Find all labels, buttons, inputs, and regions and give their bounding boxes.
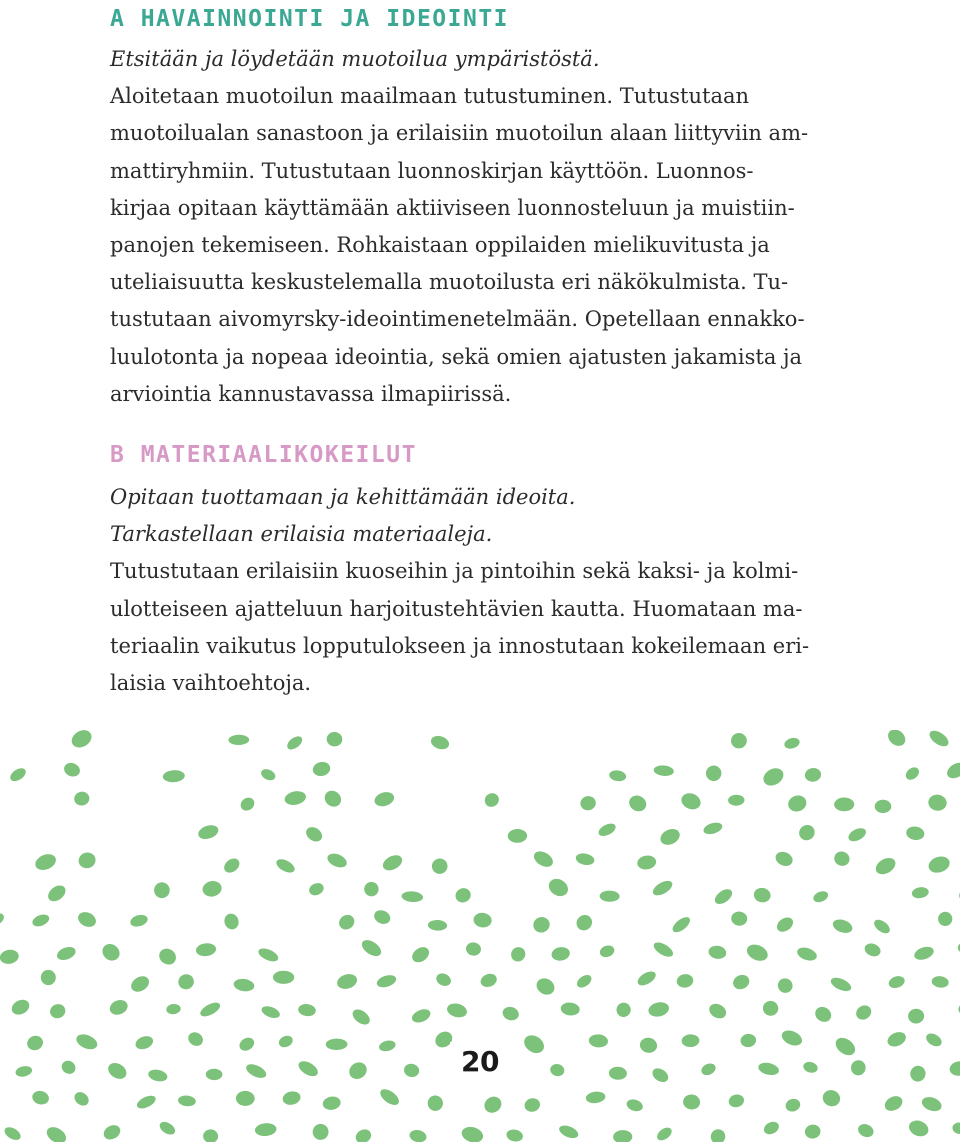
section-a-body-line: uteliaisuutta keskustelemalla muotoilusta eri näkökulmista. Tu-	[110, 270, 789, 295]
green-brush-dot	[863, 941, 883, 959]
green-brush-dot	[846, 826, 868, 844]
green-brush-dot	[708, 1127, 728, 1142]
section-a-heading: A HAVAINNOINTI JA IDEOINTI	[110, 6, 510, 32]
green-brush-dot	[613, 1130, 633, 1142]
green-brush-dot	[744, 942, 770, 964]
green-brush-dot	[76, 909, 99, 930]
green-brush-dot	[481, 1093, 504, 1115]
section-a-body-line: arviointia kannustavassa ilmapiirissä.	[110, 381, 512, 406]
green-brush-dot	[206, 1068, 223, 1080]
green-brush-dot	[2, 1125, 22, 1142]
green-brush-dot	[757, 1061, 780, 1077]
green-brush-dot	[176, 972, 196, 991]
section-b-body-line: ulotteiseen ajatteluun harjoitustehtävien kautta. Huomataan ma-	[110, 596, 803, 621]
green-brush-dot	[335, 972, 359, 992]
green-brush-dot	[430, 857, 449, 876]
green-brush-dot	[853, 1003, 874, 1023]
green-brush-dot	[408, 1128, 427, 1142]
green-brush-dot	[221, 856, 242, 876]
green-brush-dot	[681, 1034, 699, 1047]
green-brush-dot	[311, 760, 331, 778]
green-brush-dot	[773, 849, 794, 868]
green-brush-dot	[326, 731, 343, 747]
green-brush-dot	[927, 730, 951, 749]
green-brush-dot	[307, 881, 325, 898]
green-brush-dot	[872, 917, 893, 936]
green-brush-dot	[907, 1118, 931, 1139]
green-brush-dot	[403, 1062, 421, 1078]
green-brush-dot	[625, 1097, 644, 1113]
green-brush-dot	[575, 852, 596, 867]
green-brush-dot	[0, 948, 20, 965]
green-brush-dot	[905, 825, 925, 841]
green-brush-dot	[820, 1087, 842, 1108]
green-brush-dot	[935, 909, 955, 929]
green-brush-dot	[551, 946, 571, 962]
green-brush-dot	[259, 767, 277, 782]
green-brush-dot	[802, 1060, 819, 1074]
green-brush-dot	[650, 1066, 671, 1085]
green-brush-dot	[753, 886, 772, 903]
section-a-body-line: Aloitetaan muotoilun maailmaan tutustuminen. Tutustutaan	[110, 84, 750, 109]
section-b-body-line: laisia vaihtoehtoja.	[110, 671, 312, 696]
green-brush-dot	[310, 1121, 331, 1142]
green-brush-dot	[346, 1059, 370, 1082]
green-brush-dot	[285, 734, 305, 752]
green-brush-dot	[326, 1038, 348, 1050]
green-brush-dot	[380, 852, 404, 873]
green-brush-dot	[105, 1060, 129, 1082]
section-a-body	[110, 78, 850, 413]
green-brush-dot	[135, 1093, 158, 1111]
section-a-body-line: panojen tekemiseen. Rohkaistaan oppilaiden mielikuvitusta ja	[110, 233, 770, 258]
green-brush-dot	[812, 889, 830, 904]
green-brush-dot	[156, 945, 179, 967]
green-brush-dot	[926, 854, 951, 875]
green-brush-dot	[31, 1089, 51, 1106]
green-brush-dot	[775, 976, 795, 996]
green-brush-dot	[804, 767, 822, 783]
green-brush-dot	[298, 1003, 317, 1017]
green-brush-dot	[77, 850, 98, 870]
green-brush-dot	[908, 1064, 927, 1084]
green-brush-dot	[378, 1039, 397, 1053]
green-brush-dot	[676, 973, 695, 989]
green-brush-dot	[598, 943, 616, 959]
green-brush-dot	[9, 997, 32, 1018]
green-brush-dot	[373, 790, 396, 809]
green-brush-dot	[682, 1094, 701, 1111]
green-brush-dot	[372, 908, 392, 927]
green-brush-dot	[186, 1030, 206, 1049]
green-brush-dot	[203, 1129, 219, 1142]
green-brush-dot	[129, 913, 149, 929]
green-brush-dot	[573, 912, 595, 934]
green-brush-dot	[59, 1058, 78, 1076]
green-brush-dot	[730, 910, 748, 926]
green-brush-dot	[325, 851, 349, 870]
green-brush-dot	[233, 978, 255, 993]
green-brush-dot	[201, 879, 223, 898]
green-brush-dot	[359, 937, 384, 960]
section-b-intro	[110, 479, 850, 553]
green-brush-dot	[303, 824, 324, 844]
green-brush-dot	[296, 1058, 320, 1079]
section-b-intro-line: Opitaan tuottamaan ja kehittämään ideoita.	[110, 485, 576, 509]
green-brush-dot	[731, 733, 748, 749]
green-brush-dot	[277, 1034, 295, 1050]
green-brush-dot	[762, 1119, 781, 1136]
green-brush-dot	[655, 1125, 674, 1142]
green-brush-dot	[829, 975, 853, 994]
green-brush-dot	[40, 969, 56, 985]
green-brush-dot	[670, 914, 692, 935]
green-brush-dot	[429, 734, 451, 752]
green-brush-dot	[786, 793, 808, 814]
green-brush-dot	[731, 972, 752, 991]
green-brush-dot	[196, 823, 220, 842]
green-brush-dot	[15, 1065, 34, 1079]
green-brush-dot	[549, 1062, 566, 1077]
green-brush-dot	[427, 1095, 444, 1112]
green-brush-dot	[949, 1060, 960, 1077]
green-brush-dot	[908, 1008, 925, 1024]
green-brush-dot	[453, 886, 473, 905]
green-brush-dot	[237, 1035, 257, 1053]
green-brush-dot	[856, 1122, 876, 1140]
green-brush-dot	[523, 1096, 542, 1113]
green-brush-dot	[774, 914, 796, 934]
green-brush-dot	[322, 1095, 342, 1111]
green-brush-dot	[257, 946, 281, 964]
green-brush-dot	[134, 1034, 155, 1052]
green-brush-dot	[760, 765, 786, 789]
green-brush-dot	[73, 790, 91, 807]
green-brush-dot	[508, 829, 528, 843]
green-brush-dot	[62, 761, 82, 779]
green-brush-dot	[31, 912, 51, 928]
green-brush-dot	[147, 1068, 168, 1083]
green-brush-dot	[378, 1086, 402, 1108]
green-brush-dot	[353, 1127, 373, 1142]
green-brush-dot	[557, 1123, 580, 1141]
green-brush-dot	[531, 848, 555, 870]
section-a-body-line: tustutaan aivomyrsky-ideointimenetelmään. Opetellaan ennakko-	[110, 307, 805, 332]
green-brush-dot	[473, 912, 493, 929]
section-b-body	[110, 553, 850, 702]
green-brush-dot	[911, 886, 930, 899]
green-brush-dot	[952, 1121, 960, 1135]
section-b-intro-line: Tarkastellaan erilaisia materiaaleja.	[110, 522, 493, 547]
green-brush-dot	[804, 1123, 822, 1139]
green-brush-dot	[850, 1059, 867, 1076]
green-brush-dot	[635, 969, 658, 989]
green-brush-dot	[508, 944, 528, 964]
green-brush-dot	[560, 1002, 580, 1017]
section-b-heading: B MATERIAALIKOKEILUT	[110, 442, 417, 468]
green-brush-dot	[505, 1128, 524, 1142]
green-brush-dot	[651, 878, 675, 898]
green-brush-dot	[48, 1002, 67, 1020]
green-brush-dot	[236, 1091, 255, 1106]
green-brush-dot	[101, 1122, 123, 1142]
green-brush-dot	[779, 1027, 804, 1048]
green-brush-dot	[636, 854, 657, 871]
section-a-body-line: muotoilualan sanastoon ja erilaisiin muotoilun alaan liittyviin am-	[110, 121, 809, 146]
green-brush-dot	[260, 1004, 282, 1020]
green-brush-dot	[72, 1089, 92, 1108]
green-brush-dot	[812, 1004, 834, 1025]
green-brush-dot	[885, 730, 909, 749]
green-brush-dot	[653, 765, 674, 777]
green-brush-dot	[609, 1066, 628, 1080]
green-brush-dot	[55, 944, 77, 962]
green-brush-dot	[885, 1029, 908, 1049]
green-brush-dot	[153, 881, 171, 900]
green-brush-dot	[762, 1000, 780, 1017]
green-brush-dot	[434, 971, 453, 988]
green-brush-dot	[74, 1031, 99, 1052]
green-brush-dot	[25, 1033, 45, 1052]
green-brush-dot	[728, 794, 745, 806]
green-brush-dot	[428, 920, 448, 931]
green-brush-dot	[546, 875, 572, 899]
green-brush-dot	[597, 821, 618, 838]
green-brush-dot	[45, 882, 68, 904]
green-brush-dot	[832, 1034, 858, 1059]
section-a-intro-line: Etsitään ja löydetään muotoilua ympäristöstä.	[110, 47, 600, 71]
green-brush-dot	[727, 1093, 745, 1109]
green-brush-dot	[944, 760, 960, 782]
green-brush-dot	[409, 944, 432, 965]
green-brush-dot	[608, 769, 626, 782]
green-brush-dot	[321, 787, 344, 809]
page-number: 20	[450, 1042, 510, 1082]
green-brush-dot	[920, 1095, 944, 1114]
green-brush-dot	[834, 797, 854, 811]
green-brush-dot	[238, 795, 257, 813]
green-brush-dot	[401, 891, 423, 903]
green-brush-dot	[446, 1001, 469, 1019]
green-brush-dot	[783, 736, 801, 750]
green-brush-dot	[784, 1097, 802, 1113]
green-brush-dot	[108, 997, 130, 1017]
green-brush-dot	[615, 1001, 632, 1019]
green-brush-dot	[479, 972, 499, 990]
green-brush-dot	[927, 794, 947, 812]
green-brush-dot	[575, 972, 594, 990]
green-brush-dot	[679, 790, 703, 812]
section-a-body-line: luulotonta ja nopeaa ideointia, sekä omien ajatusten jakamista ja	[110, 344, 803, 369]
green-brush-dot	[875, 800, 892, 813]
green-brush-dot	[702, 821, 724, 837]
green-brush-dot	[254, 1122, 277, 1137]
green-brush-dot	[651, 940, 675, 960]
green-brush-dot	[639, 1036, 659, 1054]
green-brush-dot	[8, 766, 28, 784]
green-brush-dot	[626, 793, 649, 815]
green-brush-dot	[274, 856, 297, 875]
green-brush-dot	[195, 942, 216, 957]
green-brush-dot	[166, 1003, 182, 1015]
green-brush-dot	[222, 912, 240, 932]
green-brush-dot	[157, 1119, 177, 1137]
green-brush-dot	[273, 971, 294, 984]
green-brush-dot	[599, 890, 619, 902]
green-brush-dot	[460, 1124, 485, 1142]
green-brush-dot	[128, 973, 152, 995]
green-brush-dot	[44, 1124, 69, 1142]
green-brush-dot	[795, 945, 818, 963]
green-brush-dot	[579, 795, 597, 812]
green-brush-dot	[703, 762, 725, 784]
green-brush-dot	[531, 915, 551, 934]
green-brush-dot	[363, 880, 380, 897]
green-brush-dot	[647, 1000, 670, 1018]
section-a-body-line: kirjaa opitaan käyttämään aktiiviseen luonnosteluun ja muistiin-	[110, 195, 795, 220]
green-brush-dot	[913, 944, 936, 962]
green-brush-dot	[0, 911, 6, 930]
green-brush-dot	[707, 1001, 729, 1021]
green-brush-dot	[336, 912, 357, 933]
green-brush-dot	[700, 1061, 718, 1077]
green-brush-dot	[585, 1091, 606, 1105]
green-brush-dot	[162, 770, 185, 783]
green-brush-dot	[281, 1090, 302, 1107]
section-b-body-line: Tutustutaan erilaisiin kuoseihin ja pintoihin sekä kaksi- ja kolmi-	[110, 559, 799, 584]
green-brush-dot	[178, 1095, 197, 1107]
green-brush-dot	[534, 975, 558, 998]
green-brush-dot	[228, 735, 249, 746]
green-brush-dot	[198, 1000, 222, 1019]
section-a-intro	[110, 41, 850, 78]
green-brush-dot	[831, 917, 854, 935]
green-brush-dot	[931, 975, 949, 989]
green-brush-dot	[501, 1005, 520, 1022]
green-brush-dot	[521, 1032, 548, 1057]
green-brush-dot	[873, 855, 898, 878]
green-brush-dot	[350, 1006, 373, 1027]
green-brush-dot	[903, 765, 921, 782]
section-b	[110, 440, 850, 702]
green-brush-dot	[375, 973, 397, 990]
green-brush-dot	[588, 1034, 608, 1048]
section-a	[110, 4, 850, 413]
green-brush-dot	[832, 849, 851, 867]
green-brush-dot	[99, 941, 123, 964]
green-brush-dot	[712, 886, 735, 907]
green-brush-dot	[924, 1031, 944, 1049]
green-brush-dot	[658, 826, 683, 848]
green-brush-dot	[740, 1033, 757, 1048]
green-brush-dot	[887, 974, 906, 990]
green-brush-dot	[882, 1093, 905, 1114]
green-brush-dot	[796, 822, 818, 843]
green-brush-dot	[410, 1007, 432, 1025]
green-brush-dot	[69, 730, 95, 751]
section-b-body-line: teriaalin vaikutus lopputulokseen ja innostutaan kokeilemaan eri-	[110, 633, 810, 658]
green-brush-dot	[482, 790, 501, 809]
section-a-body-line: mattiryhmiin. Tutustutaan luonnoskirjan käyttöön. Luonnos-	[110, 158, 754, 183]
green-brush-dot	[244, 1061, 268, 1080]
green-brush-dot	[283, 789, 307, 807]
green-brush-dot	[465, 941, 482, 956]
green-brush-dot	[33, 851, 58, 873]
green-brush-dot	[708, 944, 728, 960]
